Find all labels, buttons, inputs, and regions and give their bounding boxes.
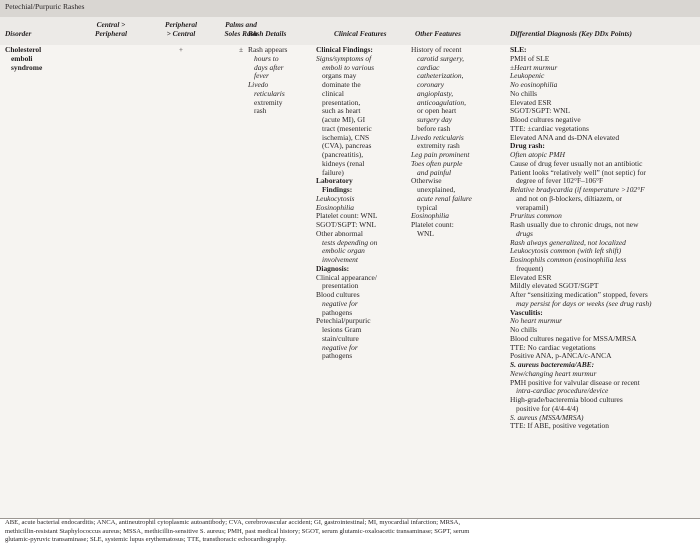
palms-soles-cell: ± xyxy=(238,45,244,54)
differential-diagnosis-cell: SLE: PMH of SLE ±Heart murmur Leukopenic No eosinophilia No chills Elevated ESR SGOT/SGPT: WNL Blood cultures negative TTE: ±cardiac vegetations Elevated ANA and ds-DNA elevated Drug rash: Often atopic PMH Cause of drug fever usually not an antibiotic Patient looks “relatively well” (not septic) for degree of fever 102°F–106°F Relative bradycardia (if temperature >102°F and not on β-blockers, diltiazem, or verapamil) Pruritus common Rash usually due to chronic drugs, not new drugs Rash always generalized, not localized Leukocytosis common (with left shift) Eosinophils common (eosinophilia less frequent) Elevated ESR Mildly elevated SGOT/SGPT After “sensitizing medication” stopped, fevers may persist for days or weeks (see drug rash) Vasculitis: No heart murmur No chills Blood cultures negative for MSSA/MRSA TTE: No cardiac vegetations Positive ANA, p-ANCA/c-ANCA S. aureus bacteremia/ABE: New/changing heart murmur PMH positive for valvular disease or recent intra-cardiac procedure/device High-grade/bacteremia blood cultures positive for (4/4-4/4) S. aureus (MSSA/MRSA) TTE: If ABE, positive vegetation xyxy=(510,45,652,431)
header-clinical-features: Clinical Features xyxy=(334,29,387,38)
header-rash-details: Rash Details xyxy=(248,29,287,38)
header-disorder: Disorder xyxy=(5,29,32,38)
clinical-features-cell: Clinical Findings: Signs/symptoms of emboli to various organs may dominate the clinical presentation, such as heart (acute MI), GI tract (mesenteric ischemia), CNS (CVA), pancreas (pancreatitis), kidneys (renal failure) Laboratory Findings: Leukocytosis Eosinophilia Platelet count: WNL SGOT/SGPT: WNL Other abnormal tests depending on embolic organ involvement Diagnosis: Clinical appearance/ presentation Blood cultures negative for pathogens Petechial/purpuric lesions Gram stain/culture negative for pathogens xyxy=(316,45,378,361)
table-footnote: ABE, acute bacterial endocarditis; ANCA, antineutrophil cytoplasmic autoantibody; CVA, cerebrovascular accident; GI, gastrointestinal; MI, myocardial infarction; MRSA, methicillin-resistant Staphylococcus aureus; MSSA, methicillin-sensitive S. aureus; PMH, past medical history; SGOT, serum glutamic-oxaloacetic transaminase; SGPT, serum glutamic-pyruvic transaminase; SLE, systemic lupus erythematosus; TTE, transthoracic echocardiography. xyxy=(5,519,470,544)
header-central-peripheral: Central > Peripheral xyxy=(94,20,128,38)
table-title: Petechial/Purpuric Rashes xyxy=(5,2,85,11)
rash-details-cell: Rash appears hours to days after fever Livedo reticularis extremity rash xyxy=(248,45,288,116)
other-features-cell: History of recent carotid surgery, cardiac catheterization, coronary angioplasty, anticoagulation, or open heart surgery day before rash Livedo reticularis extremity rash Leg pain prominent Toes often purple and painful Otherwise unexplained, acute renal failure typical Eosinophilia Platelet count: WNL xyxy=(411,45,472,238)
header-peripheral-central: Peripheral > Central xyxy=(164,20,198,38)
header-palms-soles: Palms and Soles Rash xyxy=(224,20,258,38)
peripheral-central-cell: + xyxy=(178,45,184,54)
table-title-bar xyxy=(0,0,700,17)
header-other-features: Other Features xyxy=(415,29,462,38)
header-row xyxy=(0,17,700,45)
header-differential-diagnosis: Differential Diagnosis (Key DDx Points) xyxy=(510,29,632,38)
disorder-cell: Cholesterol emboli syndrome xyxy=(5,45,43,72)
